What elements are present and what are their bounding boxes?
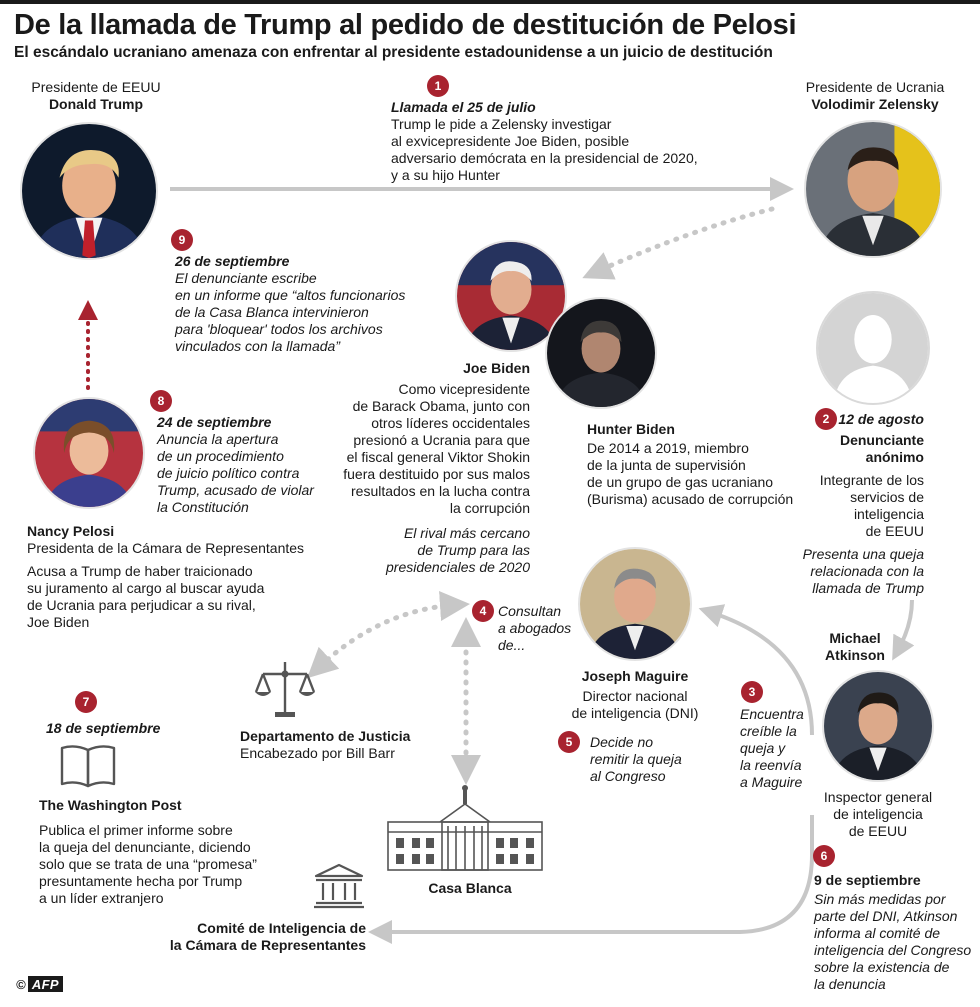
step-1-line: al exvicepresidente Joe Biden, posible (391, 133, 630, 149)
step-9-date: 26 de septiembre (175, 253, 290, 269)
step-8-line: de un procedimiento (157, 448, 284, 464)
afp-credit (16, 976, 63, 992)
step-3-line: creíble la (740, 723, 797, 739)
committee-line: la Cámara de Representantes (169, 937, 366, 953)
atkinson-portrait-icon (824, 672, 932, 780)
page-subtitle: El escándalo ucraniano amenaza con enfrentar al presidente estadounidense a un juicio de destitución (14, 44, 773, 61)
step-7-badge: 7 (75, 691, 97, 713)
step-2-badge: 2 (815, 408, 837, 430)
white-house-name: Casa Blanca (428, 880, 512, 896)
pelosi-line: de Ucrania para perjudicar a su rival, (27, 597, 256, 613)
step-6-line: sobre la existencia de (814, 959, 950, 975)
step-5-line: Decide no (590, 734, 654, 750)
arrow-consult-justice (318, 605, 455, 668)
hunter-biden-line: de la junta de supervisión (587, 457, 746, 473)
scales-of-justice-icon (253, 658, 317, 720)
step-8-badge: 8 (150, 390, 172, 412)
committee-text (150, 920, 366, 954)
open-book-icon (59, 742, 117, 790)
step-4-badge: 4 (472, 600, 494, 622)
step-3-line: a Maguire (740, 774, 803, 790)
step-3-badge: 3 (741, 681, 763, 703)
step-2-date: 12 de agosto (838, 411, 924, 427)
step-2-note: relacionada con la (810, 563, 924, 579)
step-1-line: Trump le pide a Zelensky investigar (391, 116, 612, 132)
step-5-text (590, 734, 682, 785)
step-6-line: informa al comité de (814, 925, 941, 941)
step-5-badge: 5 (558, 731, 580, 753)
step-2-line: de EEUU (865, 523, 924, 539)
step-6-badge: 6 (813, 845, 835, 867)
step-2-text (790, 432, 924, 597)
step-6-line: la denuncia (814, 976, 886, 992)
step-4-line: a abogados (498, 620, 572, 636)
pelosi-line: Acusa a Trump de haber traicionado (27, 563, 253, 579)
zelensky-name: Volodimir Zelensky (811, 96, 939, 112)
step-2-note: Presenta una queja (802, 546, 924, 562)
step-7-text (39, 797, 257, 907)
atkinson-text (806, 789, 950, 840)
step-1-date: Llamada el 25 de julio (391, 99, 536, 115)
maguire-portrait-icon (580, 549, 690, 659)
step-9-line: El denunciante escribe (175, 270, 317, 286)
step-6-line: inteligencia del Congreso (814, 942, 972, 958)
step-8-line: de juicio político contra (157, 465, 300, 481)
step-6-text (814, 872, 971, 993)
step-6-line: parte del DNI, Atkinson (814, 908, 958, 924)
step-2-line: inteligencia (853, 506, 924, 522)
step-2-title: anónimo (865, 449, 924, 465)
step-7-line: presuntamente hecha por Trump (39, 873, 243, 889)
step-2-title: Denunciante (839, 432, 924, 448)
joe-biden-line: otros líderes occidentales (371, 415, 530, 431)
step-4-text (498, 603, 571, 654)
step-5-line: remitir la queja (590, 751, 682, 767)
joe-biden-line: fuera destituido por sus malos (343, 466, 530, 482)
step-1-line: y a su hijo Hunter (391, 167, 500, 183)
step-3-line: queja y (740, 740, 786, 756)
step-6-line: Sin más medidas por (814, 891, 946, 907)
step-9-line: para 'bloquear' todos los archivos (175, 321, 383, 337)
arrow-zelensky-biden (596, 209, 772, 272)
whistleblower-silhouette (816, 291, 930, 405)
pelosi-name: Nancy Pelosi (27, 523, 115, 539)
joe-biden-line: de Barack Obama, junto con (352, 398, 530, 414)
step-1-text (391, 99, 698, 184)
committee-line: Comité de Inteligencia de (197, 920, 366, 936)
atkinson-name-line: Michael (829, 630, 881, 646)
step-8-line: Trump, acusado de violar (157, 482, 314, 498)
white-house-icon (384, 782, 546, 874)
joe-biden-line: resultados en la lucha contra (351, 483, 530, 499)
joe-biden-name: Joe Biden (463, 360, 530, 376)
maguire-line: de inteligencia (DNI) (571, 705, 699, 721)
atkinson-name-line: Atkinson (825, 647, 885, 663)
step-9-text (175, 253, 405, 355)
joe-biden-line: el fiscal general Viktor Shokin (346, 449, 530, 465)
step-7-line: solo que se trata de una “promesa” (39, 856, 257, 872)
step-1-badge: 1 (427, 75, 449, 97)
justice-text (240, 728, 410, 762)
joe-biden-text (300, 360, 530, 576)
step-8-line: Anuncia la apertura (157, 431, 279, 447)
atkinson-name (812, 630, 898, 664)
step-9-line: vinculados con la llamada” (175, 338, 340, 354)
joe-biden-note: presidenciales de 2020 (386, 559, 530, 575)
pelosi-line: Joe Biden (27, 614, 90, 630)
step-9-line: de la Casa Blanca intervinieron (175, 304, 369, 320)
step-6-date: 9 de septiembre (814, 872, 921, 888)
pelosi-portrait-icon (35, 399, 143, 507)
step-7-line: a un líder extranjero (39, 890, 164, 906)
justice-detail: Encabezado por Bill Barr (240, 745, 395, 761)
step-7-line: la queja del denunciante, diciendo (39, 839, 251, 855)
hunter-biden-text (587, 421, 793, 508)
atkinson-portrait (822, 670, 934, 782)
trump-role: Presidente de EEUU (31, 79, 161, 95)
joe-biden-line: presionó a Ucrania para que (353, 432, 530, 448)
step-8-line: la Constitución (157, 499, 249, 515)
step-8-text (157, 414, 314, 516)
hunter-biden-line: (Burisma) acusado de corrupción (587, 491, 794, 507)
maguire-name: Joseph Maguire (581, 668, 689, 684)
step-3-line: la reenvía (740, 757, 802, 773)
pelosi-line: su juramento al cargo al buscar ayuda (27, 580, 265, 596)
step-2-note: llamada de Trump (812, 580, 924, 596)
step-7-line: Publica el primer informe sobre (39, 822, 233, 838)
credit-prefix: © (16, 977, 26, 992)
step-4-line: de... (498, 637, 526, 653)
trump-portrait-icon (22, 124, 156, 258)
zelensky-portrait-icon (806, 122, 940, 256)
trump-label (26, 79, 166, 113)
pelosi-text (27, 523, 304, 631)
zelensky-label (800, 79, 950, 113)
atkinson-line: de EEUU (848, 823, 908, 839)
step-4-line: Consultan (498, 603, 562, 619)
page-title: De la llamada de Trump al pedido de destitución de Pelosi (14, 9, 797, 41)
joe-biden-note: de Trump para las (417, 542, 530, 558)
atkinson-line: de inteligencia (833, 806, 923, 822)
step-9-line: en un informe que “altos funcionarios (175, 287, 406, 303)
justice-name: Departamento de Justicia (240, 728, 411, 744)
atkinson-line: Inspector general (823, 789, 933, 805)
step-7-date: 18 de septiembre (46, 720, 161, 736)
pelosi-portrait (33, 397, 145, 509)
hunter-biden-portrait (545, 297, 657, 409)
hunter-biden-portrait-icon (547, 299, 655, 407)
step-8-date: 24 de septiembre (157, 414, 272, 430)
maguire-portrait (578, 547, 692, 661)
step-1-line: adversario demócrata en la presidencial de 2020, (391, 150, 698, 166)
maguire-text (560, 668, 710, 722)
joe-biden-line: la corrupción (449, 500, 530, 516)
trump-portrait (20, 122, 158, 260)
hunter-biden-name: Hunter Biden (587, 421, 675, 437)
zelensky-portrait (804, 120, 942, 258)
joe-biden-note: El rival más cercano (403, 525, 530, 541)
step-3-line: Encuentra (740, 706, 804, 722)
hunter-biden-line: De 2014 a 2019, miembro (587, 440, 749, 456)
hunter-biden-line: de un grupo de gas ucraniano (587, 474, 774, 490)
joe-biden-line: Como vicepresidente (398, 381, 530, 397)
washington-post-name: The Washington Post (39, 797, 182, 813)
arrow-whistleblower-atkinson (898, 600, 912, 650)
step-3-text (740, 706, 804, 791)
trump-name: Donald Trump (48, 96, 144, 112)
capitol-building-icon (313, 862, 365, 910)
maguire-line: Director nacional (582, 688, 688, 704)
step-2-line: Integrante de los (819, 472, 924, 488)
afp-logo: AFP (28, 976, 63, 992)
step-2-line: servicios de (850, 489, 924, 505)
zelensky-role: Presidente de Ucrania (805, 79, 945, 95)
step-5-line: al Congreso (590, 768, 666, 784)
anonymous-person-icon (818, 293, 928, 403)
step-9-badge: 9 (171, 229, 193, 251)
pelosi-role: Presidenta de la Cámara de Representantes (27, 540, 305, 556)
